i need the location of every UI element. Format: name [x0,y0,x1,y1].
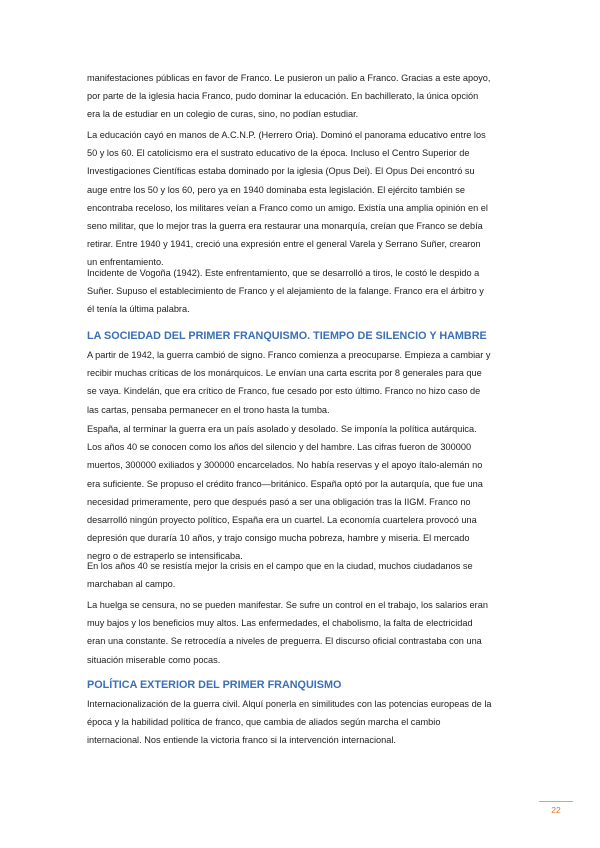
paragraph-5: España, al terminar la guerra era un país asolado y desolado. Se imponía la política autárquica. Los años 40 se conocen como los años del silencio y del hambre. Las cifras fueron de 300000 muertos, 300000 exiliados y 300000 encarcelados. No había reservas y el apoyo ítalo-alemán no era suficiente. Se propuso el crédito franco—británico. España optó por la autarquía, que fue una necesidad primeramente, pero que después pasó a ser una obligación tras la IIGM. Franco no desarrolló ningún proyecto político, España era un cuartel. La economía cuartelera provocó una depresión que duraría 10 años, y trajo consigo mucha pobreza, hambre y miseria. El mercado negro o de estraperlo se intensificaba. [87,424,483,562]
footer-rule [539,801,573,802]
section-heading-sociedad: LA SOCIEDAD DEL PRIMER FRANQUISMO. TIEMPO DE SILENCIO Y HAMBRE [87,330,487,342]
page-number: 22 [551,805,561,815]
section-heading-politica-exterior: POLÍTICA EXTERIOR DEL PRIMER FRANQUISMO [87,679,342,691]
paragraph-8: Internacionalización de la guerra civil. Alquí ponerla en similitudes con las potencias europeas de la época y la habilidad política de franco, que cambia de aliados según marcha el cambio internacional. Nos entiende la victoria franco si la intervención internacional. [87,699,492,746]
paragraph-6: En los años 40 se resistía mejor la crisis en el campo que en la ciudad, muchos ciudadanos se marchaban al campo. [87,561,473,590]
paragraph-3: Incidente de Vogoña (1942). Este enfrentamiento, que se desarrolló a tiros, le costó le despido a Suñer. Supuso el establecimiento de Franco y el alejamiento de la falange. Franco era el árbitro y él tenía la última palabra. [87,268,484,315]
paragraph-2: La educación cayó en manos de A.C.N.P. (Herrero Oria). Dominó el panorama educativo entre los 50 y los 60. El catolicismo era el sustrato educativo de la época. Incluso el Centro Superior de Investigaciones Científicas estaba dominado por la iglesia (Opus Dei). El Opus Dei encontró su auge entre los 50 y los 60, pero ya en 1940 dominaba esta legislación. El ejército también se encontraba receloso, los militares veían a Franco como un amigo. Existía una amplia opinión en el seno militar, que lo mejor tras la guerra era restaurar una monarquía, creían que Franco se debía retirar. Entre 1940 y 1941, creció una expresión entre el general Varela y Serrano Suñer, crearon un enfrentamiento. [87,130,488,268]
paragraph-7: La huelga se censura, no se pueden manifestar. Se sufre un control en el trabajo, los salarios eran muy bajos y los beneficios muy altos. Las enfermedades, el chabolismo, la falta de electricidad eran una constante. Se retrocedía a niveles de preguerra. El discurso oficial contrastaba con una situación miserable como pocas. [87,600,488,665]
paragraph-1: manifestaciones públicas en favor de Franco. Le pusieron un palio a Franco. Gracias a este apoyo, por parte de la iglesia hacia Franco, pudo dominar la educación. En bachillerato, la única opción era la de estudiar en un colegio de curas, sino, no podían estudiar. [87,73,491,120]
paragraph-4: A partir de 1942, la guerra cambió de signo. Franco comienza a preocuparse. Empieza a cambiar y recibir muchas críticas de los monárquicos. Le envían una carta escrita por 8 generales para que se vaya. Kindelán, que era crítico de Franco, fue cesado por esto último. Franco no hizo caso de las cartas, pensaba permanecer en el trono hasta la tumba. [87,350,491,415]
